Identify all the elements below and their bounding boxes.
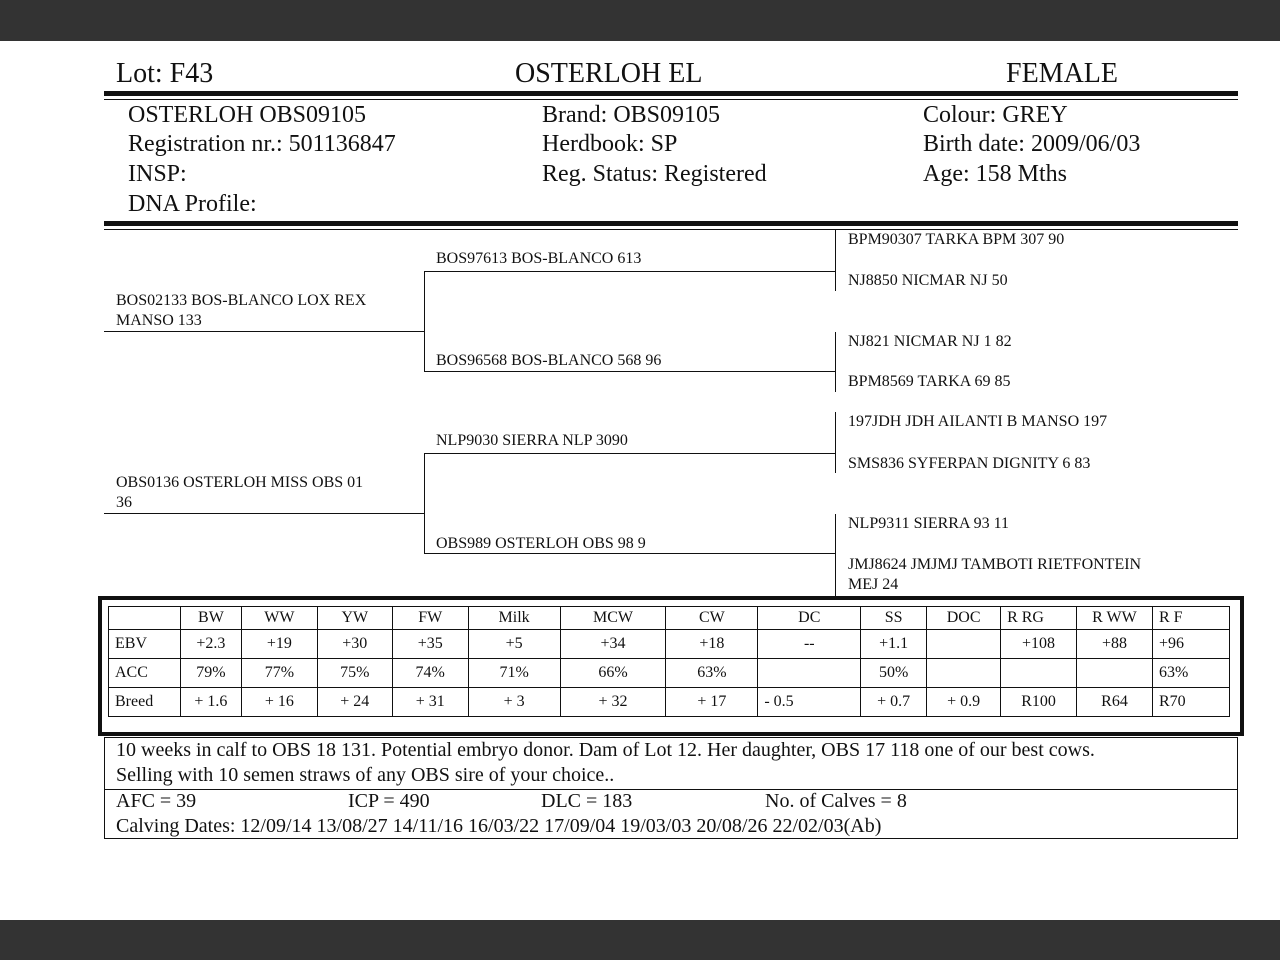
ebv-cell: +88 (1077, 630, 1153, 659)
ped-line-sire (104, 331, 425, 332)
ped-sire-dam: BOS96568 BOS-BLANCO 568 96 (436, 352, 662, 369)
ebv-cell: + 16 (241, 688, 317, 717)
ped-gg2: NJ8850 NICMAR NJ 50 (848, 272, 1008, 289)
ebv-cell (927, 630, 1001, 659)
ebv-cell: +1.1 (861, 630, 927, 659)
header-rule-thin (104, 99, 1238, 100)
lot-number: Lot: F43 (116, 58, 214, 89)
ebv-col-header: DOC (927, 607, 1001, 630)
ebv-cell: +34 (560, 630, 666, 659)
ebv-cell: 63% (1152, 659, 1229, 688)
ebv-cell: + 31 (392, 688, 468, 717)
ped-vline-ss (835, 230, 836, 291)
ebv-col-header: BW (180, 607, 241, 630)
calving-afc: AFC = 39 (116, 790, 197, 812)
ped-vline-sire (424, 271, 425, 372)
ebv-col-header: FW (392, 607, 468, 630)
ebv-table (108, 606, 1230, 717)
info-rule-thick (104, 221, 1238, 226)
ped-gg1: BPM90307 TARKA BPM 307 90 (848, 231, 1065, 248)
ebv-cell: + 24 (317, 688, 392, 717)
ebv-col-header: YW (317, 607, 392, 630)
ebv-col-header: CW (666, 607, 758, 630)
ebv-cell: +108 (1001, 630, 1077, 659)
ebv-col-header: R RG (1001, 607, 1077, 630)
ebv-row-breed (109, 688, 1230, 717)
ped-line-dam-sire (424, 453, 836, 454)
ebv-cell: + 0.9 (927, 688, 1001, 717)
info-registration: Registration nr.: 501136847 (128, 131, 396, 157)
ebv-cell: 77% (241, 659, 317, 688)
ebv-cell (927, 659, 1001, 688)
ebv-cell: 66% (560, 659, 666, 688)
info-colour: Colour: GREY (923, 102, 1068, 128)
calving-icp: ICP = 490 (348, 790, 430, 812)
ped-line-sire-sire (424, 271, 836, 272)
ebv-cell: 75% (317, 659, 392, 688)
info-rule-thin (104, 229, 1238, 230)
ebv-header-row (109, 607, 1230, 630)
ebv-cell: +19 (241, 630, 317, 659)
ped-gg4: BPM8569 TARKA 69 85 (848, 373, 1011, 390)
ebv-col-header: DC (758, 607, 861, 630)
ped-line-sire-dam (424, 371, 836, 372)
ebv-cell (758, 659, 861, 688)
ebv-cell: + 3 (468, 688, 560, 717)
animal-name: OSTERLOH EL (515, 58, 703, 89)
ped-gg6: SMS836 SYFERPAN DIGNITY 6 83 (848, 455, 1091, 472)
ebv-cell: R64 (1077, 688, 1153, 717)
calving-dlc: DLC = 183 (541, 790, 633, 812)
ebv-cell: + 17 (666, 688, 758, 717)
calving-dates: Calving Dates: 12/09/14 13/08/27 14/11/16 16/03/22 17/09/04 19/03/03 20/08/26 22/02/03(Ab) (116, 815, 882, 837)
ebv-cell: +35 (392, 630, 468, 659)
ebv-cell: 79% (180, 659, 241, 688)
ebv-col-header: R WW (1077, 607, 1153, 630)
ebv-cell: R70 (1152, 688, 1229, 717)
top-frame-bar (0, 0, 1280, 41)
ebv-row-acc (109, 659, 1230, 688)
ped-gg8-line2: MEJ 24 (848, 576, 899, 593)
ebv-cell: + 0.7 (861, 688, 927, 717)
ebv-cell: 71% (468, 659, 560, 688)
ebv-cell (1077, 659, 1153, 688)
info-birth-date: Birth date: 2009/06/03 (923, 131, 1141, 157)
ebv-col-header: WW (241, 607, 317, 630)
ebv-cell: +30 (317, 630, 392, 659)
calving-count: No. of Calves = 8 (765, 790, 907, 812)
ebv-cell: +96 (1152, 630, 1229, 659)
ebv-cell: + 1.6 (180, 688, 241, 717)
ped-vline-ds (835, 412, 836, 473)
ebv-cell: - 0.5 (758, 688, 861, 717)
ped-gg5: 197JDH JDH AILANTI B MANSO 197 (848, 413, 1108, 430)
ped-gg7: NLP9311 SIERRA 93 11 (848, 515, 1010, 532)
notes-line-2: Selling with 10 semen straws of any OBS sire of your choice.. (116, 764, 615, 786)
ebv-col-header: MCW (560, 607, 666, 630)
ebv-col-header: R F (1152, 607, 1229, 630)
animal-sex: FEMALE (1006, 58, 1118, 89)
notes-line-1: 10 weeks in calf to OBS 18 131. Potential embryo donor. Dam of Lot 12. Her daughter, OBS 17 118 one of our best cows. (116, 739, 1095, 761)
ped-dam-dam: OBS989 OSTERLOH OBS 98 9 (436, 535, 646, 552)
ebv-col-header (109, 607, 181, 630)
ebv-col-header: Milk (468, 607, 560, 630)
ebv-cell: + 32 (560, 688, 666, 717)
ebv-row-label: EBV (109, 630, 181, 659)
bottom-frame-bar (0, 920, 1280, 960)
ped-sire-line2: MANSO 133 (116, 312, 202, 329)
ped-sire-line1: BOS02133 BOS-BLANCO LOX REX (116, 292, 367, 309)
info-herdbook: Herdbook: SP (542, 131, 678, 157)
ped-dam-line1: OBS0136 OSTERLOH MISS OBS 01 (116, 474, 364, 491)
ped-vline-dam (424, 453, 425, 554)
ebv-cell: 63% (666, 659, 758, 688)
ebv-row-label: ACC (109, 659, 181, 688)
info-reg-status: Reg. Status: Registered (542, 161, 767, 187)
ped-line-dam (104, 513, 425, 514)
info-dna-profile: DNA Profile: (128, 191, 257, 217)
ebv-cell: +5 (468, 630, 560, 659)
ebv-cell: 74% (392, 659, 468, 688)
ebv-row-ebv (109, 630, 1230, 659)
ped-sire-sire: BOS97613 BOS-BLANCO 613 (436, 250, 642, 267)
ebv-col-header: SS (861, 607, 927, 630)
ebv-cell: +18 (666, 630, 758, 659)
info-age: Age: 158 Mths (923, 161, 1067, 187)
ped-dam-sire: NLP9030 SIERRA NLP 3090 (436, 432, 628, 449)
ebv-cell (1001, 659, 1077, 688)
ped-vline-sd (835, 332, 836, 392)
ebv-cell: +2.3 (180, 630, 241, 659)
header-rule-thick (104, 91, 1238, 96)
ebv-row-label: Breed (109, 688, 181, 717)
ped-gg8-line1: JMJ8624 JMJMJ TAMBOTI RIETFONTEIN (848, 556, 1142, 573)
ped-vline-dd (835, 514, 836, 596)
ebv-cell: R100 (1001, 688, 1077, 717)
ped-dam-line2: 36 (116, 494, 132, 511)
info-brand: Brand: OBS09105 (542, 102, 721, 128)
ebv-cell: 50% (861, 659, 927, 688)
info-name: OSTERLOH OBS09105 (128, 102, 367, 128)
ebv-cell: -- (758, 630, 861, 659)
info-insp: INSP: (128, 161, 187, 187)
ped-gg3: NJ821 NICMAR NJ 1 82 (848, 333, 1012, 350)
